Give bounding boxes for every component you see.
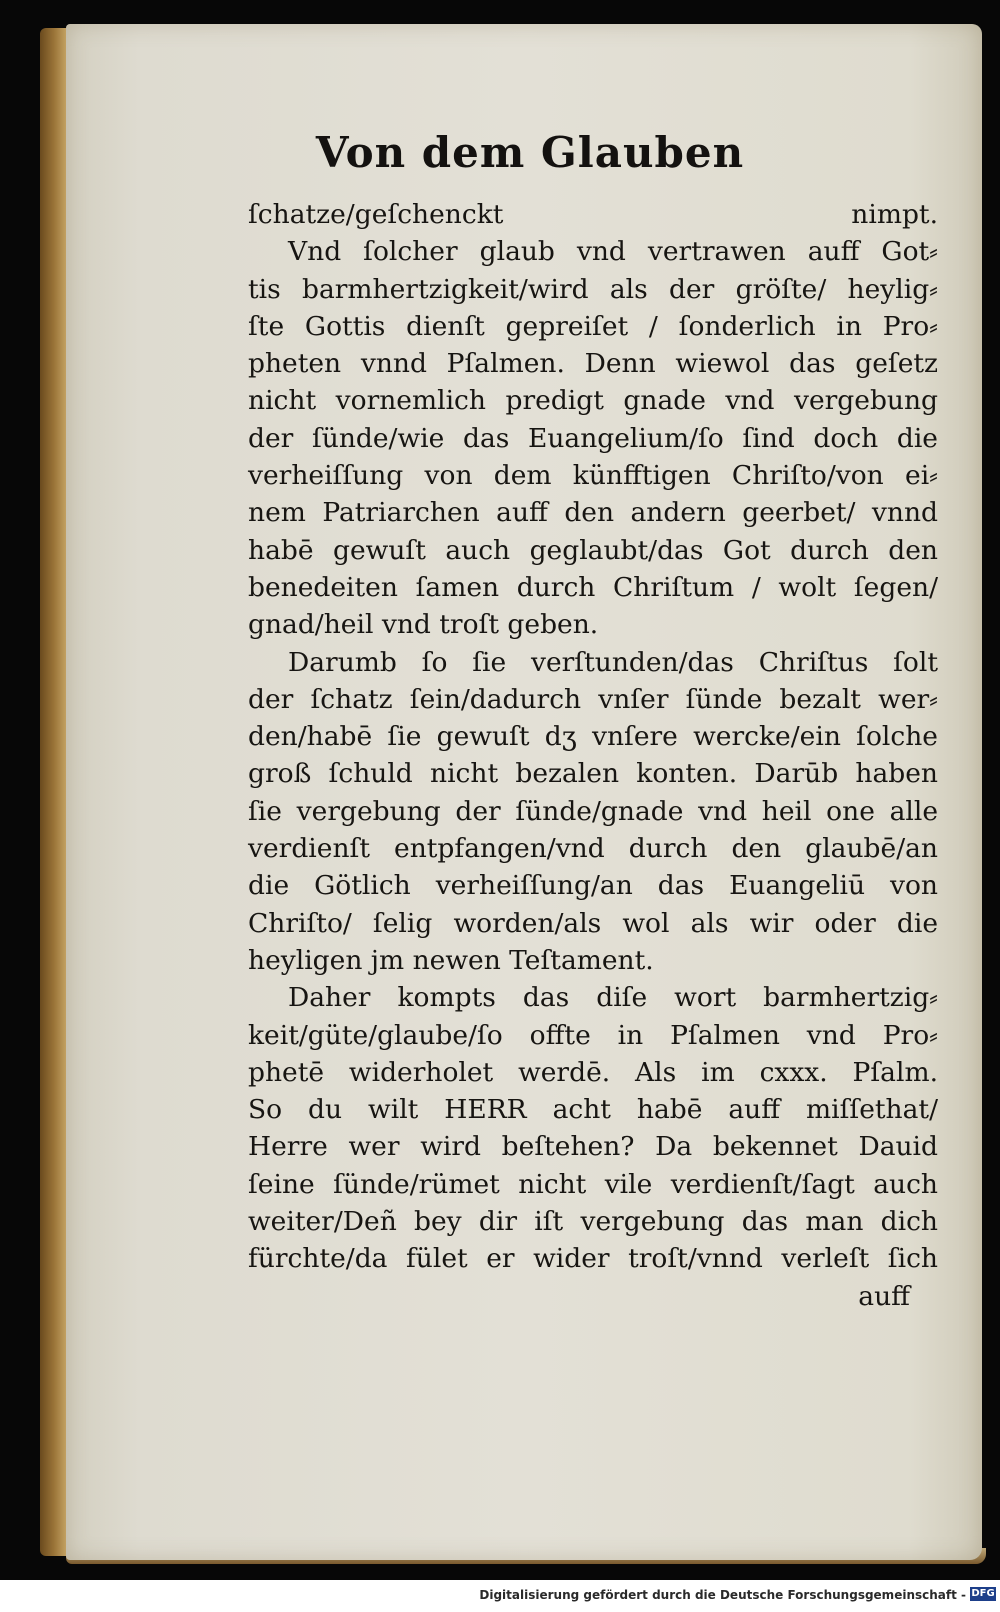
text-line: verdienſt entpfangen/vnd durch den glaubē/an (248, 833, 938, 865)
text-line: der ſchatz ſein/dadurch vnſer ſünde bezalt wer⸗ (248, 683, 938, 715)
text-line: Darumb ſo ſie verſtunden/das Chriſtus ſolt (288, 646, 938, 678)
text-line: Vnd ſolcher glaub vnd vertrawen auff Got⸗ (288, 236, 938, 268)
text-line: gnad/heil vnd troſt geben. (248, 609, 599, 641)
text-line: die Götlich verheiſſung/an das Euangeliū von (248, 870, 938, 902)
text-line: heyligen jm newen Teſtament. (248, 944, 654, 976)
text-line: nicht vornemlich predigt gnade vnd vergebung (248, 385, 938, 417)
text-line: weiter/Deñ bey dir iſt vergebung das man dich (248, 1206, 938, 1238)
text-line: keit/güte/glaube/ſo offte in Pſalmen vnd Pro⸗ (248, 1019, 938, 1051)
text-line: Herre wer wird beſtehen? Da bekennet Dauid (248, 1131, 938, 1163)
catchword: auff (858, 1280, 910, 1312)
text-line: nem Patriarchen auff den andern geerbet/ vnnd (248, 497, 938, 529)
text-line: der ſünde/wie das Euangelium/ſo ſind doch die (248, 422, 938, 454)
text-line: benedeiten ſamen durch Chriſtum / wolt ſegen/ (248, 571, 938, 603)
text-line: So du wilt HERR acht habē auff miſſethat/ (248, 1094, 938, 1126)
text-line: phetē widerholet werdē. Als im cxxx. Pſalm. (248, 1056, 938, 1088)
dfg-logo: DFG (971, 1588, 995, 1599)
text-line: Daher kompts das diſe wort barmhertzig⸗ (288, 982, 938, 1014)
text-line: habē gewuſt auch geglaubt/das Got durch den (248, 534, 938, 566)
text-line: tis barmhertzigkeit/wird als der gröſte/ heylig⸗ (248, 273, 938, 305)
footer-credit: Digitalisierung gefördert durch die Deutsche Forschungsgemeinschaft - (479, 1588, 966, 1602)
text-line: pheten vnnd Pſalmen. Denn wiewol das geſetz (248, 348, 938, 380)
text-line: groß ſchuld nicht bezalen konten. Darūb haben (248, 758, 938, 790)
text-line: den/habē ſie gewuſt dʒ vnſere wercke/ein ſolche (248, 721, 938, 753)
text-line: verheiſſung von dem künfftigen Chriſto/von ei⸗ (248, 460, 938, 492)
text-line: fürchte/da fület er wider troſt/vnnd verleſt ſich (248, 1243, 938, 1275)
footer-bar (0, 1580, 1000, 1612)
text-line: ſchatze/geſchenckt nimpt. (248, 199, 938, 230)
text-block (248, 196, 938, 1315)
text-line: ſte Gottis dienſt gepreiſet / ſonderlich in Pro⸗ (248, 310, 938, 342)
running-head: Von dem Glauben (315, 128, 745, 177)
text-line: ſeine ſünde/rümet nicht vile verdienſt/ſagt auch (248, 1168, 938, 1200)
text-line: Chriſto/ ſelig worden/als wol als wir oder die (248, 907, 938, 939)
text-line: ſie vergebung der ſünde/gnade vnd heil one alle (248, 795, 938, 827)
